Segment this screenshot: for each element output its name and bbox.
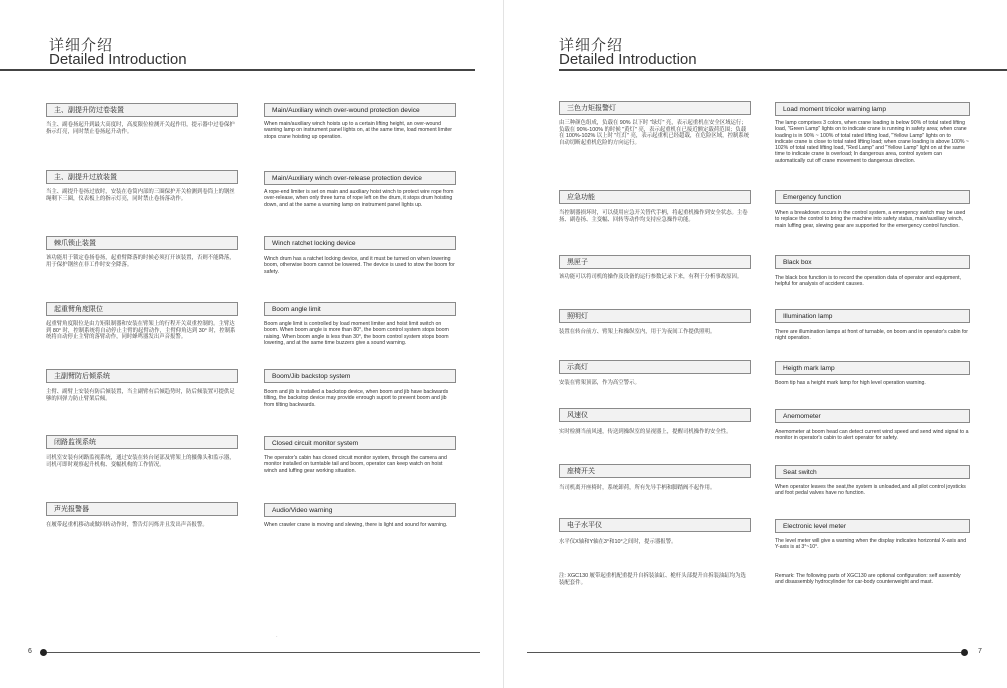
section-title-cn: 三色力矩报警灯 xyxy=(559,101,751,115)
section-body-en: The black box function is to record the operation data of operator and equipment, helpful for analysis of accident causes. xyxy=(775,275,962,288)
section-title-en: Winch ratchet locking device xyxy=(264,236,456,250)
section-title-en: Load moment tricolor warning lamp xyxy=(775,102,970,116)
section-title-en: Black box xyxy=(775,255,970,269)
footer-dot xyxy=(961,649,968,656)
section-body-en: Boom and jib is installed a backstop device, when boom and jib have backwards tilting, the backstop device may provide enrough suport to prevent boom and jib from tilting backwards. xyxy=(264,389,449,408)
section-body-cn: 装置在转台前方、臂架上和操纵室内，用于为夜间工作提供照明。 xyxy=(559,329,716,335)
section-body-en: There are illumination lamps at front of turnable, on boom and in operator's cabin for night operation. xyxy=(775,329,969,342)
note-cn: 注: XGC130 履带起重机配重提升自拆装油缸、桅杆头部提升自拆装油缸均为选装配套件。 xyxy=(559,573,746,586)
section-title-cn: 声光报警器 xyxy=(46,502,238,516)
print-mark: · xyxy=(276,634,278,640)
note-en: Remark: The following parts of XGC130 are optional configuration: self assembly and disassembly hydrocylinder for car-body counterweight and mast. xyxy=(775,573,961,586)
section-title-en: Audio/Video warning xyxy=(264,503,456,517)
page-number: 6 xyxy=(28,648,32,655)
section-title-en: Electronic level meter xyxy=(775,519,970,533)
section-body-en: Winch drum has a ratchet locking device, and it must be turned on when lowering boom, otherwise boom cannot be lowered. The device is used to stow the boom for safety. xyxy=(264,256,455,275)
section-title-en: Seat switch xyxy=(775,465,970,479)
section-title-en: Boom angle limit xyxy=(264,302,456,316)
section-body-cn: 由三种颜色组成，负载在 90% 以下时 "绿灯" 亮，表示起重机在安全区域运行；负载在 90%-100% 的时候 "黄灯" 亮，表示起重机在已接近额定载荷范围；负载在 100%-102% 以上时 "红灯" 亮，表示起重机已经超载，在危险区域，控制系统自动切断起重机危险的方向运行。 xyxy=(559,120,750,146)
section-body-cn: 当控制器损坏时，可以使用应急开关替代手柄，将起重机操作到安全状态。主卷扬、副卷扬、主变幅、回转等动作均支持应急操作功能。 xyxy=(559,210,748,223)
section-body-cn: 司机室安装有闭路监视系统，通过安装在转台尾部及臂架上的摄像头和监示器，司机可即时观察起升机构、变幅机构的工作情况。 xyxy=(46,455,235,468)
section-body-cn: 当主、副卷扬起升到最大高度时，高度限位检测开关起作用，提示器中过卷保护指示灯亮，同时禁止卷扬起升动作。 xyxy=(46,122,235,135)
section-title-en: Main/Auxiliary winch over-release protection device xyxy=(264,171,456,185)
section-body-en: The level meter will give a warning when the display indicates horizontal X-axis and Y-axis is at 3°~10°. xyxy=(775,538,967,551)
section-body-en: When crawler crane is moving and slewing, there is light and sound for warning. xyxy=(264,522,448,528)
section-title-cn: 主、副提升过放装置 xyxy=(46,170,238,184)
section-title-en: Emergency function xyxy=(775,190,970,204)
section-body-cn: 安装在臂架顶部，作为高空警示。 xyxy=(559,380,640,386)
right-page xyxy=(503,0,1007,688)
section-body-cn: 当主、副提升卷扬过放时，安装在卷筒内部的三圈保护开关检测到卷筒上的钢丝绳剩下三圈，仪表板上的指示灯亮，同时禁止卷扬落动作。 xyxy=(46,189,235,202)
section-title-cn: 照明灯 xyxy=(559,309,751,323)
page-title-en: Detailed Introduction xyxy=(559,51,697,68)
section-title-cn: 主、副提升防过卷装置 xyxy=(46,103,238,117)
section-title-en: Illumination lamp xyxy=(775,309,970,323)
section-title-cn: 棘爪锁止装置 xyxy=(46,236,238,250)
footer-rule xyxy=(47,652,480,653)
section-body-cn: 实时检测当前风速，传送到操纵室的显视器上，提醒司机操作的安全性。 xyxy=(559,429,732,435)
footer-rule xyxy=(527,652,961,653)
section-title-cn: 黑匣子 xyxy=(559,255,751,269)
section-body-en: Boom tip has a height mark lamp for high level operation warning. xyxy=(775,380,926,386)
section-title-cn: 起重臂角度限位 xyxy=(46,302,238,316)
section-title-en: Closed circuit monitor system xyxy=(264,436,456,450)
section-body-en: A rope-end limiter is set on main and auxiliary hoist winch to protect wire rope from over-release, when only three turns of rope left on the drum, it stops drum hoisting down, and at the same a warning lamp on instrument panel lights up. xyxy=(264,189,454,208)
section-title-cn: 示高灯 xyxy=(559,360,751,374)
page-title-en: Detailed Introduction xyxy=(49,51,187,68)
section-title-cn: 应急功能 xyxy=(559,190,751,204)
footer-dot xyxy=(40,649,47,656)
section-body-cn: 该功能可以将司机的操作及设备的运行参数记录下来，有利于分析事故原因。 xyxy=(559,274,743,280)
section-body-cn: 该功能用于锁定卷扬卷扬，起重臂降落的时候必须打开该装置，否则不能降落，用于保护钢丝在非工作时安全降落。 xyxy=(46,255,235,268)
section-body-cn: 主臂、副臂上安装有防后倾装置，当主副臂有后倾趋势时，防后倾装置可提供足够的回弹力防止臂架后倾。 xyxy=(46,389,235,402)
left-page xyxy=(0,0,503,688)
section-title-cn: 电子水平仪 xyxy=(559,518,751,532)
section-title-en: Anemometer xyxy=(775,409,970,423)
section-body-en: The operator's cabin has closed circuit monitor system, through the camera and monitor installed on turntable tail and boom, operator can keep watch on hoist winch and luffing gear working situation. xyxy=(264,455,447,474)
section-body-en: The lamp comprises 3 colors, when crane loading is below 90% of total rated lifting load, "Green Lamp" lights on to indicate crane is running in safety area; when crane loading is in 90% ~ 100% of total rated lifting load, "Yellow Lamp" lights on to indicate crane is close to total rated lifting load; when crane loading is above 100% ~ 102% of total rated lifting load, "Red Lamp" and "Yellow Lamp" light on at the same time to indicate crane is overload; In dangerous area, control system can automatically cut off crane movement to dangerous direction. xyxy=(775,120,969,164)
section-body-cn: 在履带起重机移动或做回转动作时，警告灯闪烁并且发出声音报警。 xyxy=(46,522,208,528)
page-number: 7 xyxy=(978,648,982,655)
section-body-en: Boom angle limit is controlled by load moment limiter and hoist limit switch on boom. When boom angle is more than 80°, the boom control system stops boom raising. When boom angle is less than 30°, the boom control system stops boom lowering, and at the same time buzzers give a sound warning. xyxy=(264,321,449,346)
section-title-cn: 座椅开关 xyxy=(559,464,751,478)
section-body-en: Anemometer at boom head can detect current wind speed and send wind signal to a monitor in operator's cabin to alert operator for safety. xyxy=(775,429,969,442)
section-body-en: When operator leaves the seat,the system is unloaded,and all pilot control joysticks and foot pedal valves have no function. xyxy=(775,484,966,497)
title-rule xyxy=(559,69,1007,71)
section-title-cn: 风速仪 xyxy=(559,408,751,422)
section-body-cn: 起重臂角度限位是由力矩限制器和安装在臂架上的行程开关双重控制的。主臂达到 80° 时，控制系统将自动停止主臂的起臂动作，主臂仰角达到 30° 时，控制系统将自动停止主臂的落臂动作，同时蜂鸣器发出声音报警。 xyxy=(46,321,236,341)
section-title-cn: 主副臂防后倾系统 xyxy=(46,369,238,383)
section-body-en: When main/auxiliary winch hoists up to a certain lifting height, an over-wound warning lamp on instrument panel lights on, at the same time, load moment limiter stops crane hoisting up operation. xyxy=(264,121,452,140)
section-title-cn: 闭路监视系统 xyxy=(46,435,238,449)
section-body-cn: 当司机离开座椅时，系统卸荷，所有先导手柄和脚踏阀不起作用。 xyxy=(559,485,716,491)
section-title-en: Boom/Jib backstop system xyxy=(264,369,456,383)
section-title-en: Heigth mark lamp xyxy=(775,361,970,375)
page-title-cn: 详细介绍 xyxy=(559,37,624,54)
section-body-en: When a breakdown occurs in the control system, a emergency switch may be used to replace the control to bring the machine into safety status, main/auxiliary winch, main luffing gear, slewing gear are supported for the emergency control function. xyxy=(775,210,966,229)
section-body-cn: 水平仪X轴和Y轴在3°和10°之间时，提示器报警。 xyxy=(559,539,677,545)
page-title-cn: 详细介绍 xyxy=(49,37,114,54)
title-rule xyxy=(0,69,475,71)
section-title-en: Main/Auxiliary winch over-wound protection device xyxy=(264,103,456,117)
